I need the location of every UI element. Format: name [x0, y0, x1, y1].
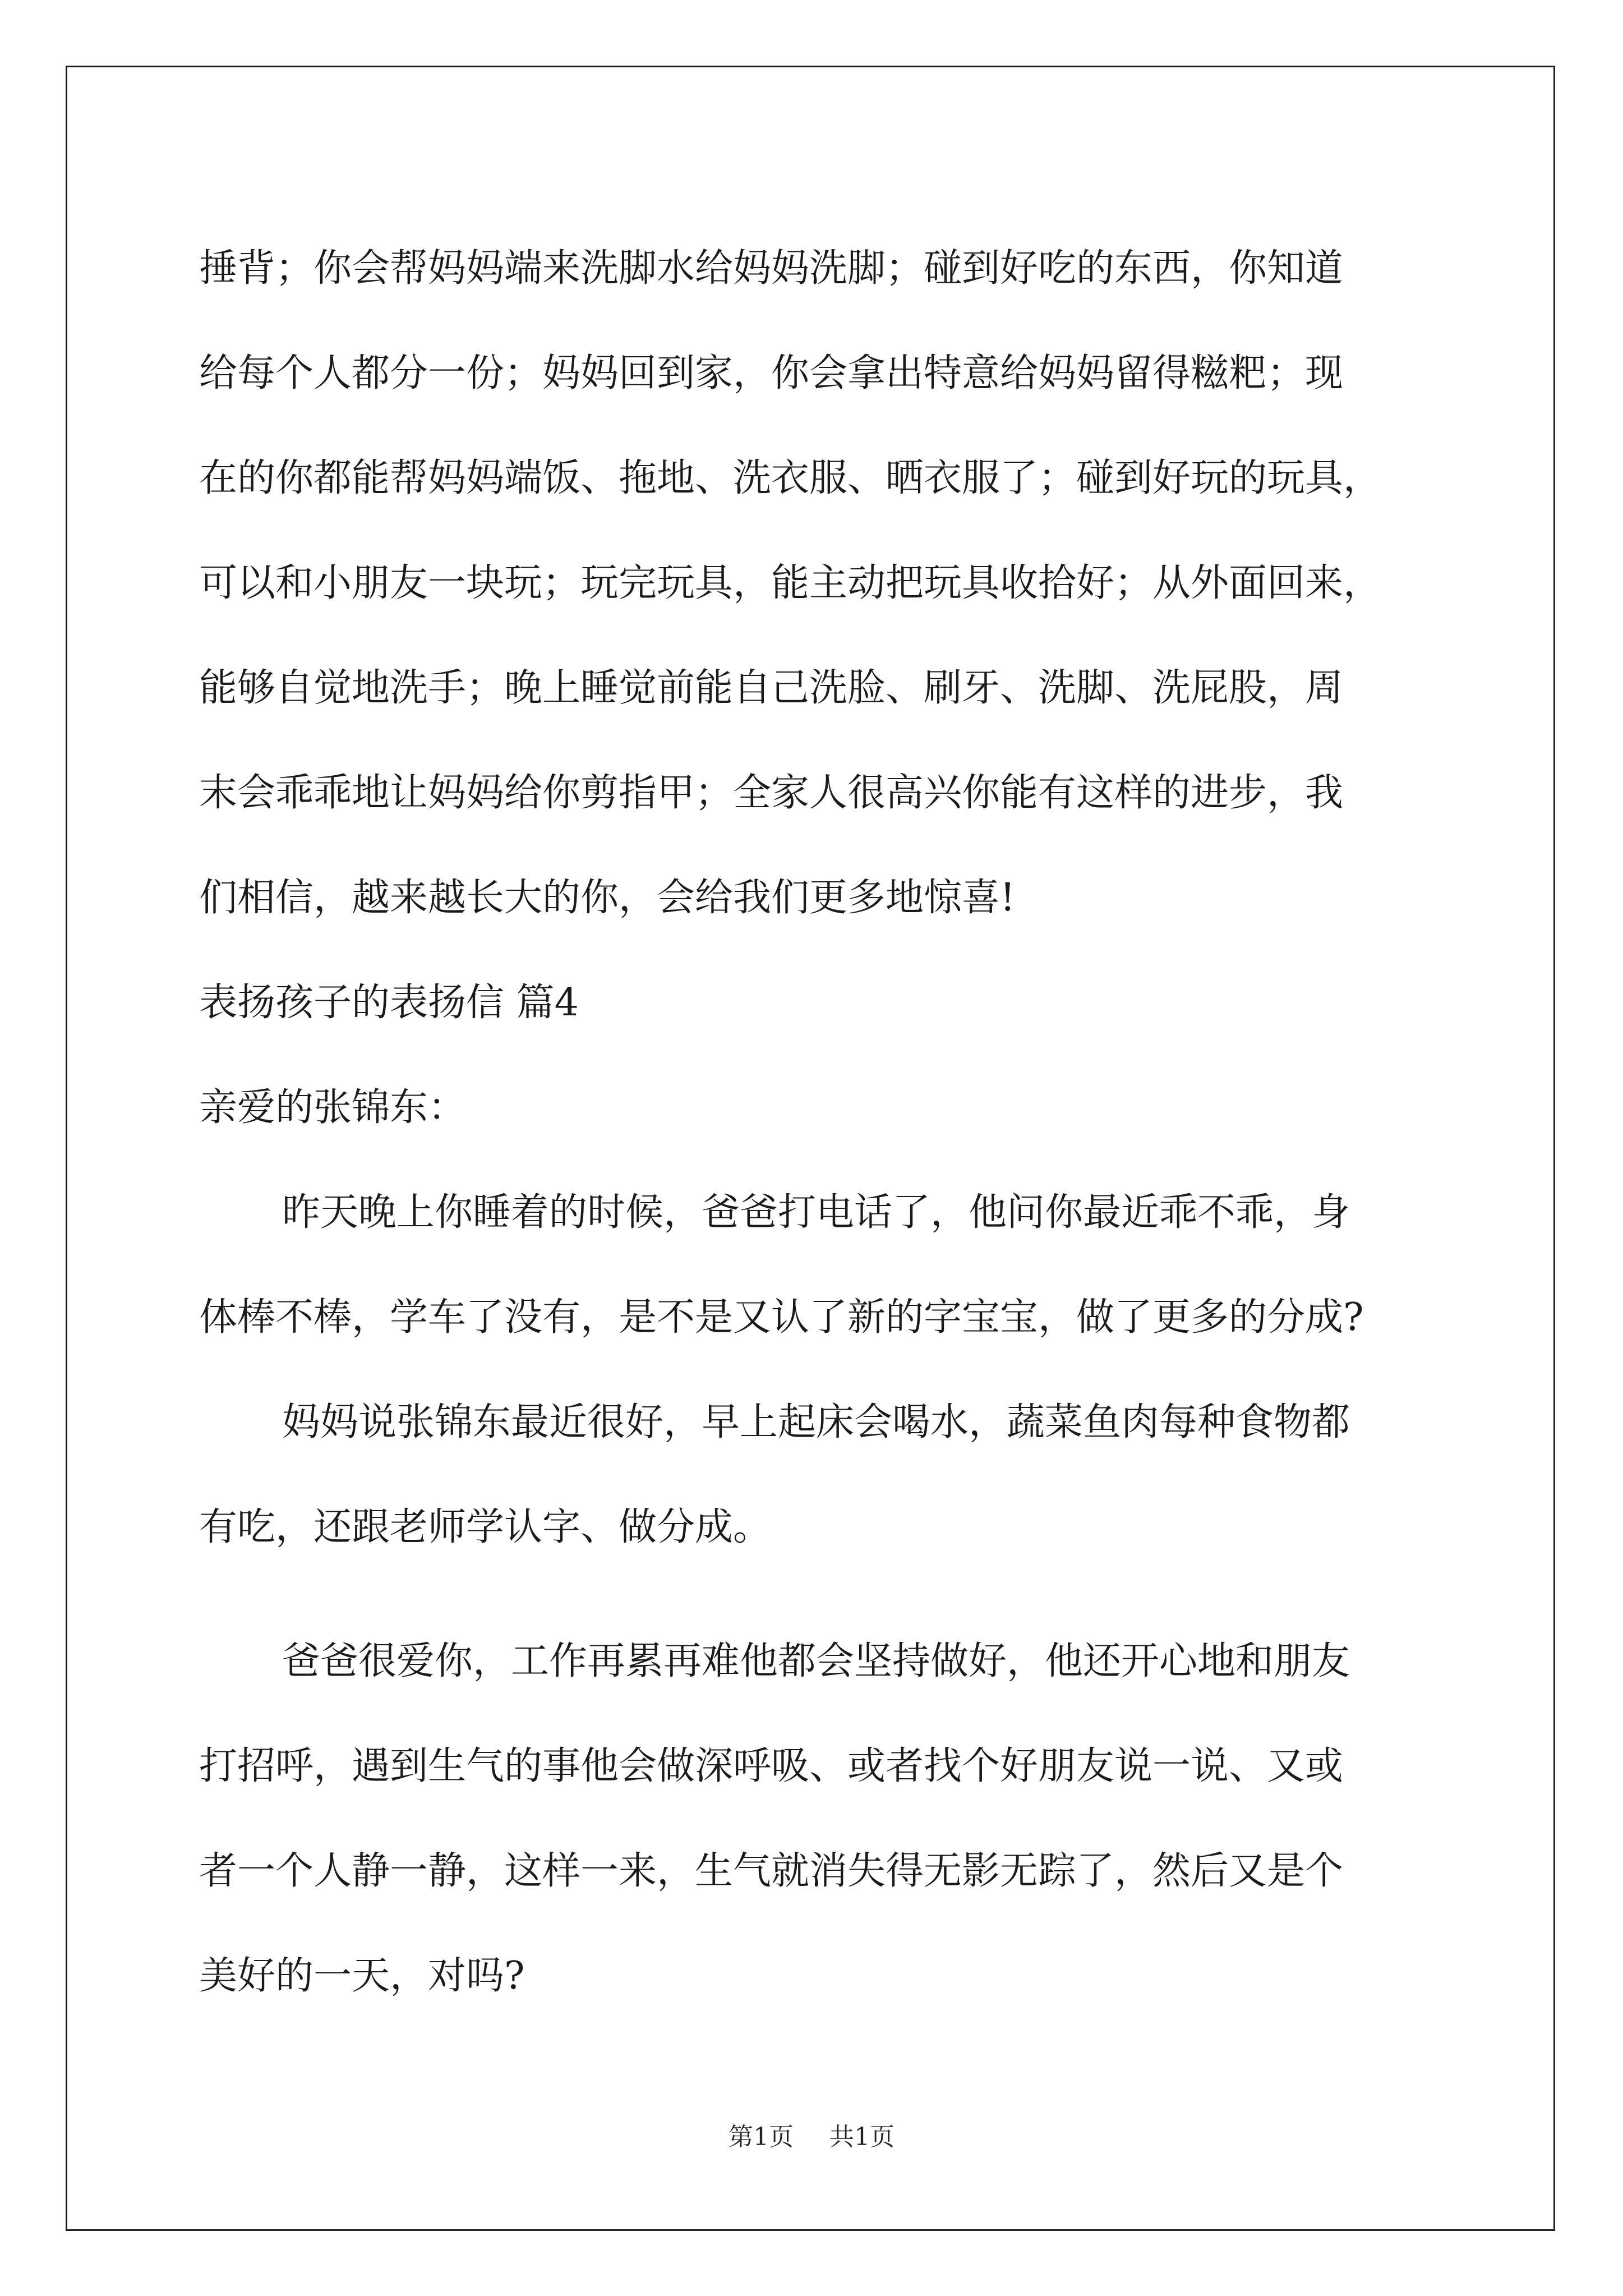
page-number: 第1页 — [728, 2123, 794, 2151]
text-line: 末会乖乖地让妈妈给你剪指甲；全家人很高兴你能有这样的进步，我 — [199, 771, 1344, 815]
page-total: 共1页 — [829, 2123, 895, 2151]
salutation: 亲爱的张锦东： — [199, 1085, 467, 1130]
text-line: 者一个人静一静，这样一来，生气就消失得无影无踪了，然后又是个 — [199, 1849, 1344, 1893]
text-line: 捶背；你会帮妈妈端来洗脚水给妈妈洗脚；碰到好吃的东西，你知道 — [199, 246, 1344, 291]
text-line: 美好的一天，对吗? — [199, 1954, 525, 1998]
paragraph-start: 昨天晚上你睡着的时候，爸爸打电话了，他问你最近乖不乖，身 — [282, 1190, 1350, 1235]
text-line: 有吃，还跟老师学认字、做分成。 — [199, 1505, 772, 1549]
text-line: 体棒不棒，学车了没有，是不是又认了新的字宝宝，做了更多的分成? — [199, 1295, 1364, 1340]
text-line: 在的你都能帮妈妈端饭、拖地、洗衣服、晒衣服了；碰到好玩的玩具， — [199, 456, 1382, 500]
text-line: 可以和小朋友一块玩；玩完玩具，能主动把玩具收拾好；从外面回来， — [199, 561, 1382, 605]
section-heading: 表扬孩子的表扬信 篇4 — [199, 981, 579, 1025]
page-footer — [0, 2120, 1623, 2154]
paragraph-start: 妈妈说张锦东最近很好，早上起床会喝水，蔬菜鱼肉每种食物都 — [282, 1400, 1350, 1444]
paragraph-start: 爸爸很爱你，工作再累再难他都会坚持做好，他还开心地和朋友 — [282, 1639, 1350, 1683]
document-body — [199, 216, 1450, 2028]
text-line: 打招呼，遇到生气的事他会做深呼吸、或者找个好朋友说一说、又或 — [199, 1744, 1344, 1788]
text-line: 给每个人都分一份；妈妈回到家，你会拿出特意给妈妈留得糍粑；现 — [199, 351, 1344, 395]
text-line: 们相信，越来越长大的你，会给我们更多地惊喜! — [199, 876, 1016, 920]
text-line: 能够自觉地洗手；晚上睡觉前能自己洗脸、刷牙、洗脚、洗屁股，周 — [199, 666, 1344, 710]
